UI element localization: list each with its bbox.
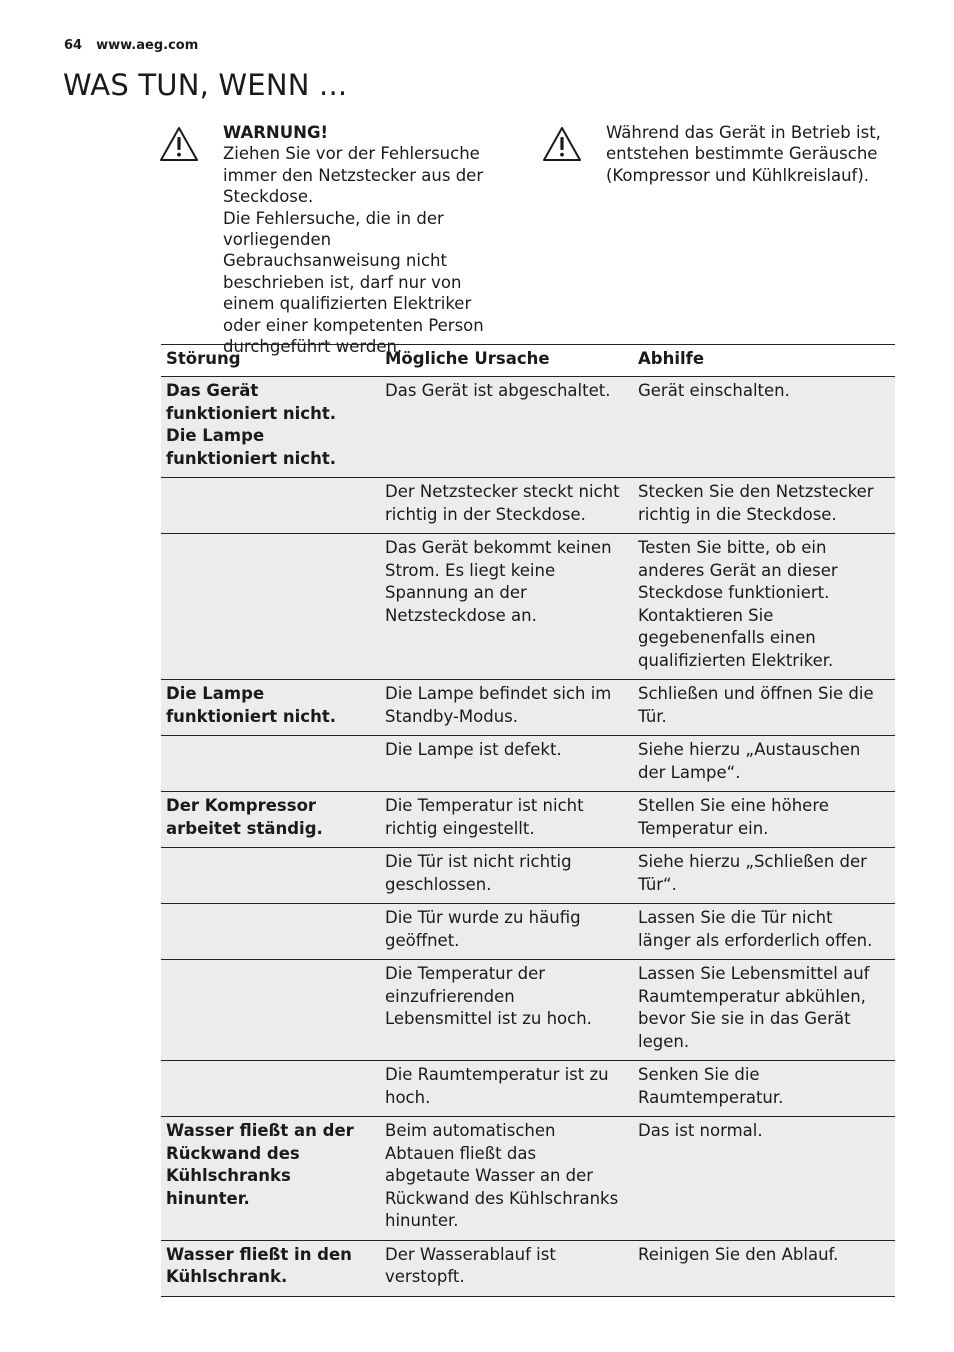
cell-ursache: Das Gerät bekommt keinen Strom. Es liegt keine Spannung an der Netzsteckdose an. — [380, 534, 633, 680]
cell-abhilfe: Stecken Sie den Netzstecker richtig in die Steckdose. — [633, 478, 895, 534]
cell-ursache: Der Netzstecker steckt nicht richtig in der Steckdose. — [380, 478, 633, 534]
cell-abhilfe: Siehe hierzu „Schließen der Tür“. — [633, 848, 895, 904]
cell-ursache: Die Lampe befindet sich im Standby-Modus. — [380, 680, 633, 736]
table-row — [161, 1061, 895, 1117]
cell-abhilfe: Siehe hierzu „Austauschen der Lampe“. — [633, 736, 895, 792]
cell-ursache: Beim automatischen Abtauen fließt das abgetaute Wasser an der Rückwand des Kühlschranks hinunter. — [380, 1117, 633, 1241]
cell-abhilfe: Schließen und öffnen Sie die Tür. — [633, 680, 895, 736]
cell-abhilfe: Lassen Sie Lebensmittel auf Raumtemperatur abkühlen, bevor Sie sie in das Gerät legen. — [633, 960, 895, 1061]
page-number: 64 — [64, 38, 83, 53]
table-row — [161, 1117, 895, 1241]
table-row — [161, 904, 895, 960]
table-row — [161, 736, 895, 792]
table-row — [161, 534, 895, 680]
warning-triangle-icon — [542, 122, 582, 186]
cell-ursache: Die Temperatur der einzufrierenden Lebensmittel ist zu hoch. — [380, 960, 633, 1061]
table-row — [161, 1240, 895, 1296]
cell-ursache: Der Wasserablauf ist verstopft. — [380, 1240, 633, 1296]
cell-stoerung — [161, 904, 380, 960]
cell-ursache: Die Tür wurde zu häufig geöffnet. — [380, 904, 633, 960]
cell-abhilfe: Lassen Sie die Tür nicht länger als erforderlich offen. — [633, 904, 895, 960]
cell-stoerung: Wasser fließt in den Kühlschrank. — [161, 1240, 380, 1296]
cell-abhilfe: Das ist normal. — [633, 1117, 895, 1241]
warning-text: Ziehen Sie vor der Fehlersuche immer den Netzstecker aus der Steckdose. — [223, 144, 484, 207]
note-box — [542, 122, 912, 186]
column-header-abhilfe: Abhilfe — [633, 345, 895, 377]
cell-ursache: Das Gerät ist abgeschaltet. — [380, 377, 633, 478]
table-row — [161, 792, 895, 848]
cell-abhilfe: Testen Sie bitte, ob ein anderes Gerät an dieser Steckdose funktioniert. Kontaktieren Sie gegebenenfalls einen qualifizierten Elektriker. — [633, 534, 895, 680]
cell-abhilfe: Stellen Sie eine höhere Temperatur ein. — [633, 792, 895, 848]
website-link[interactable]: www.aeg.com — [96, 38, 199, 53]
cell-ursache: Die Lampe ist defekt. — [380, 736, 633, 792]
cell-ursache: Die Temperatur ist nicht richtig eingestellt. — [380, 792, 633, 848]
cell-stoerung — [161, 534, 380, 680]
cell-stoerung — [161, 736, 380, 792]
warning-triangle-icon — [159, 122, 199, 357]
cell-ursache: Die Tür ist nicht richtig geschlossen. — [380, 848, 633, 904]
cell-stoerung — [161, 960, 380, 1061]
cell-abhilfe: Gerät einschalten. — [633, 377, 895, 478]
table-row — [161, 848, 895, 904]
table-row — [161, 960, 895, 1061]
warning-label: WARNUNG! — [223, 123, 329, 142]
cell-stoerung: Der Kompressor arbeitet ständig. — [161, 792, 380, 848]
table-row — [161, 478, 895, 534]
column-header-stoerung: Störung — [161, 345, 380, 377]
cell-ursache: Die Raumtemperatur ist zu hoch. — [380, 1061, 633, 1117]
page-header — [64, 38, 198, 53]
warning-box — [159, 122, 529, 357]
cell-abhilfe: Senken Sie die Raumtemperatur. — [633, 1061, 895, 1117]
cell-abhilfe: Reinigen Sie den Ablauf. — [633, 1240, 895, 1296]
cell-stoerung — [161, 1061, 380, 1117]
page-title: WAS TUN, WENN ... — [63, 68, 348, 102]
cell-stoerung: Die Lampe funktioniert nicht. — [161, 680, 380, 736]
troubleshooting-table — [161, 344, 895, 1297]
table-row — [161, 680, 895, 736]
column-header-ursache: Mögliche Ursache — [380, 345, 633, 377]
cell-stoerung: Das Gerät funktioniert nicht. Die Lampe funktioniert nicht. — [161, 377, 380, 478]
cell-stoerung — [161, 848, 380, 904]
cell-stoerung: Wasser fließt an der Rückwand des Kühlschranks hinunter. — [161, 1117, 380, 1241]
warning-text-2: Die Fehlersuche, die in der vorliegenden Gebrauchsanweisung nicht beschrieben ist, darf nur von einem qualifizierten Elektriker oder einer kompetenten Person durchgeführt werden. — [223, 208, 484, 357]
table-row — [161, 377, 895, 478]
table-header-row — [161, 345, 895, 377]
cell-stoerung — [161, 478, 380, 534]
note-text: Während das Gerät in Betrieb ist, entstehen bestimmte Geräusche (Kompressor und Kühlkreislauf). — [606, 123, 881, 185]
